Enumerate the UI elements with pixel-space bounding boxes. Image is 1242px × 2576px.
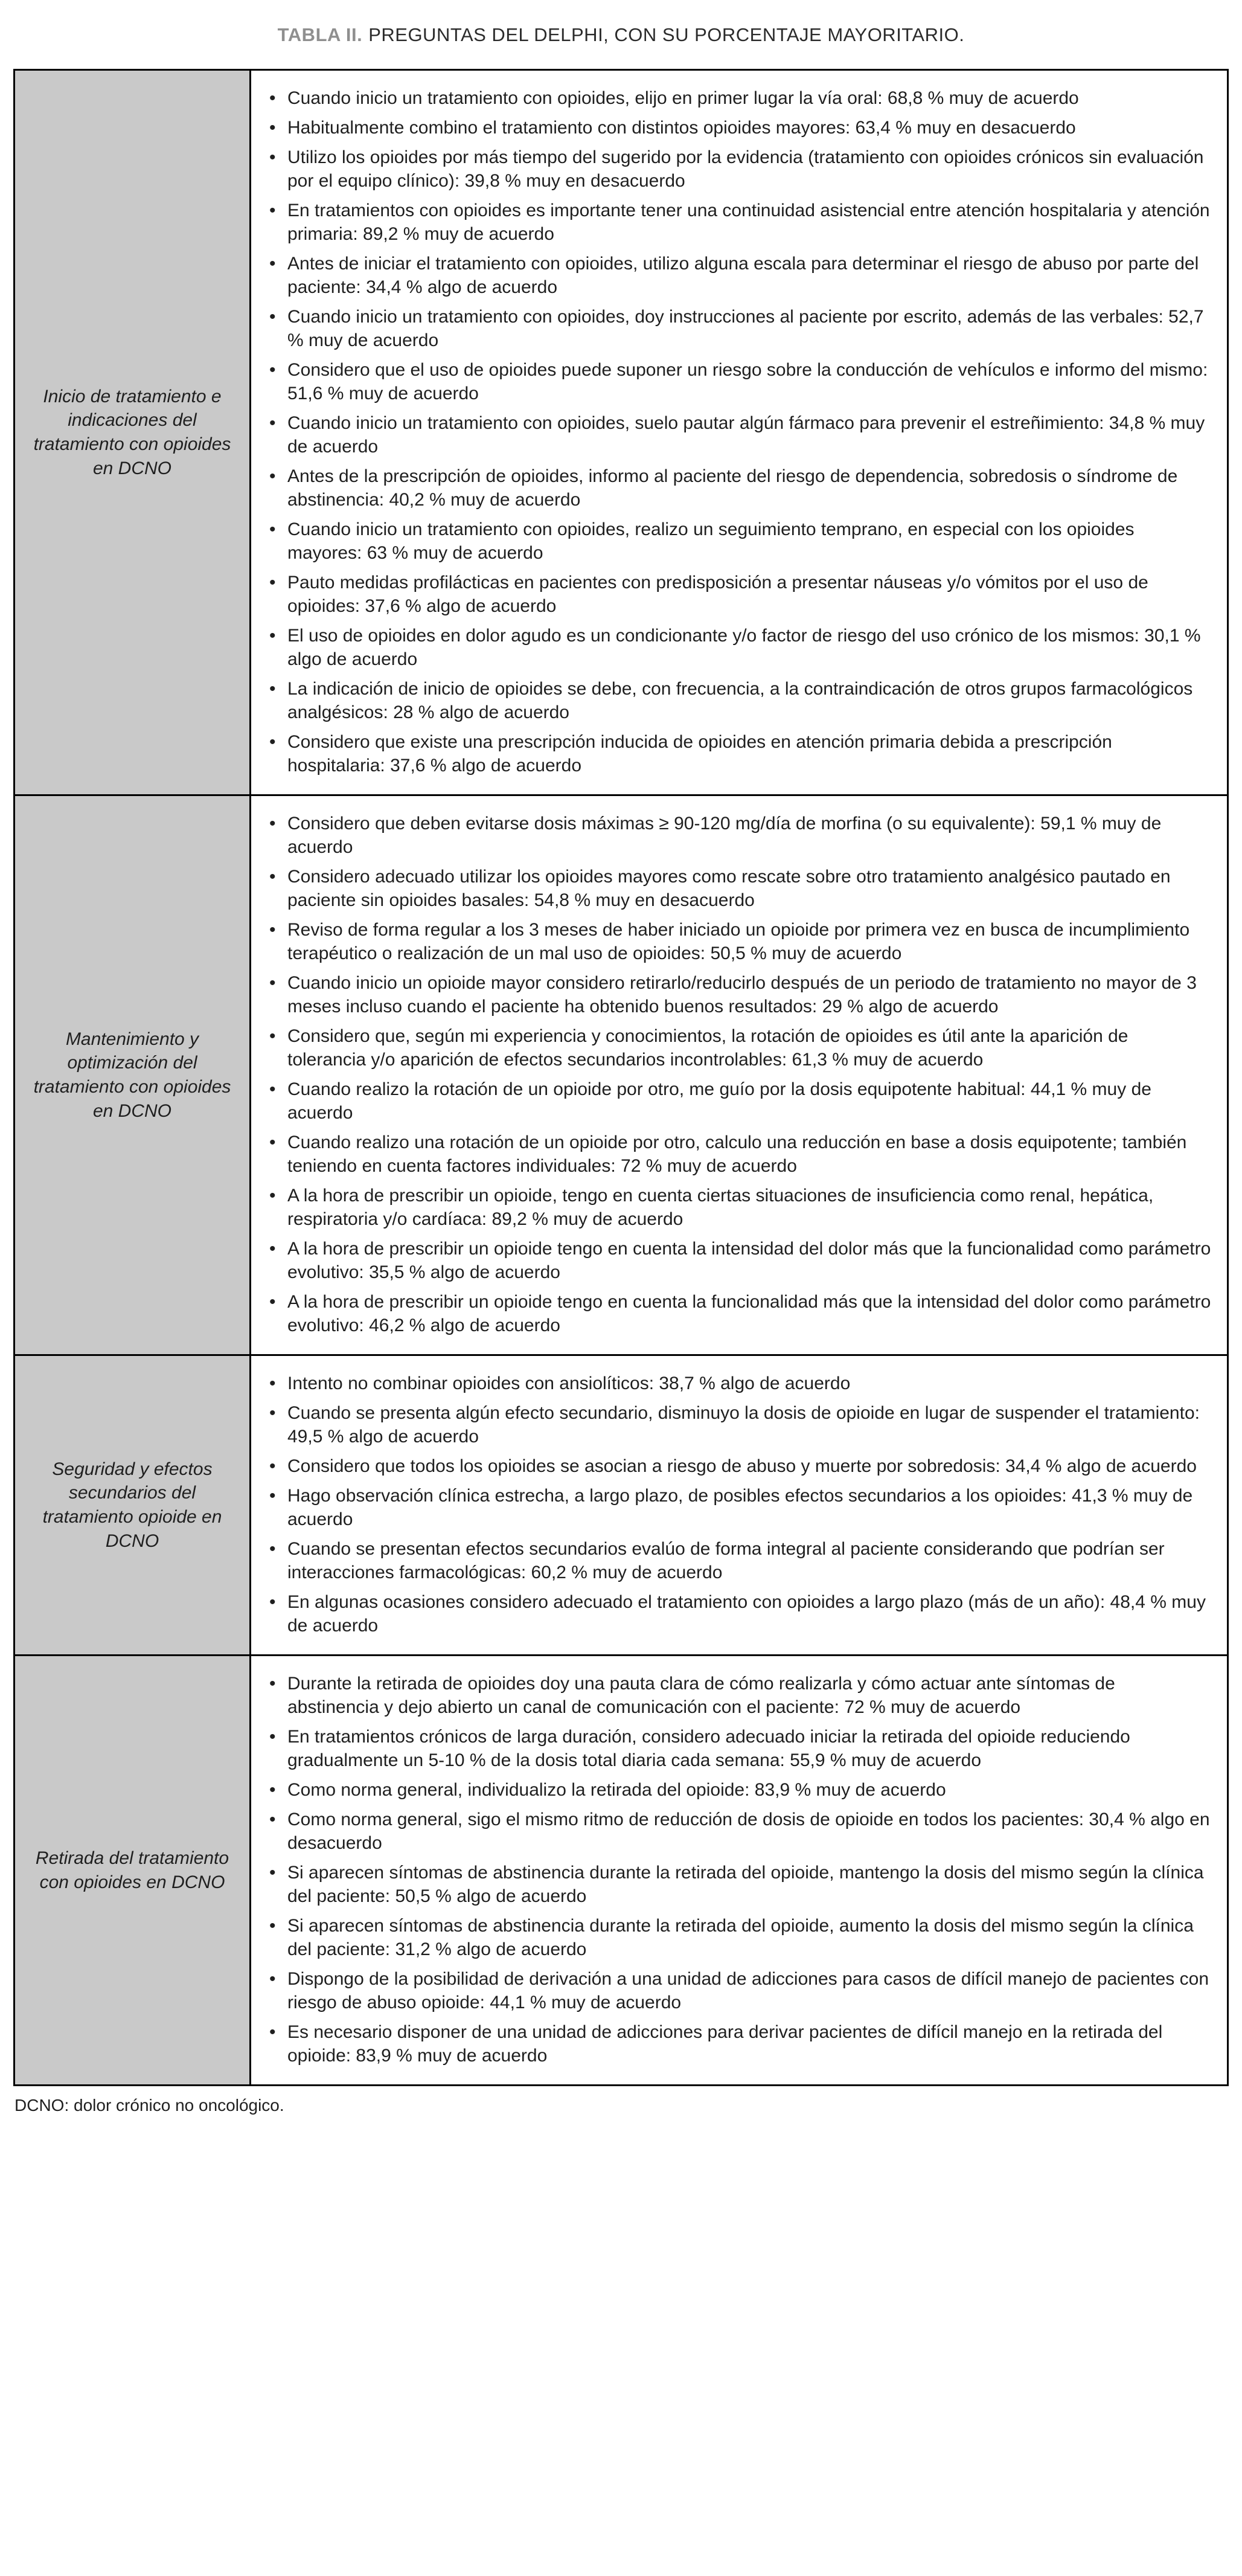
category-label: Inicio de tratamiento e indicaciones del tratamiento con opioides en DCNO (33, 386, 231, 478)
question-item: • Intento no combinar opioides con ansiolíticos: 38,7 % algo de acuerdo (262, 1372, 1211, 1395)
question-item: • Considero que, según mi experiencia y conocimientos, la rotación de opioides es útil ante la aparición de tolerancia y/o aparición de efectos secundarios incontrolables: 61,3 % muy de acuerdo (262, 1024, 1211, 1071)
question-item: • A la hora de prescribir un opioide tengo en cuenta la funcionalidad más que la intensidad del dolor como parámetro evolutivo: 46,2 % algo de acuerdo (262, 1290, 1211, 1337)
table-caption: PREGUNTAS DEL DELPHI, CON SU PORCENTAJE MAYORITARIO. (368, 24, 965, 45)
question-item: • Cuando inicio un opioide mayor considero retirarlo/reducirlo después de un periodo de tratamiento no mayor de 3 meses incluso cuando el paciente ha obtenido buenos resultados: 29 % algo de acuerdo (262, 971, 1211, 1018)
question-item: • Como norma general, individualizo la retirada del opioide: 83,9 % muy de acuerdo (262, 1778, 1211, 1802)
category-cell (14, 795, 251, 1355)
question-item: • Hago observación clínica estrecha, a largo plazo, de posibles efectos secundarios a los opioides: 41,3 % muy de acuerdo (262, 1484, 1211, 1531)
question-item: • Reviso de forma regular a los 3 meses de haber iniciado un opioide por primera vez en busca de incumplimiento terapéutico o realización de un mal uso de opioides: 50,5 % muy de acuerdo (262, 918, 1211, 965)
question-item: • Considero que existe una prescripción inducida de opioides en atención primaria debida a prescripción hospitalaria: 37,6 % algo de acuerdo (262, 730, 1211, 777)
table-row (14, 1355, 1228, 1656)
delphi-table-body (14, 70, 1228, 2086)
question-item: • En algunas ocasiones considero adecuado el tratamiento con opioides a largo plazo (más de un año): 48,4 % muy de acuerdo (262, 1590, 1211, 1637)
question-list (262, 1672, 1211, 2067)
question-item: • A la hora de prescribir un opioide tengo en cuenta la intensidad del dolor más que la funcionalidad como parámetro evolutivo: 35,5 % algo de acuerdo (262, 1237, 1211, 1284)
table-footnote: DCNO: dolor crónico no oncológico. (14, 2096, 284, 2115)
page-title (13, 24, 1229, 46)
question-item: • Utilizo los opioides por más tiempo del sugerido por la evidencia (tratamiento con opioides crónicos sin evaluación por el equipo clínico): 39,8 % muy en desacuerdo (262, 146, 1211, 193)
question-item: • Considero que deben evitarse dosis máximas ≥ 90-120 mg/día de morfina (o su equivalente): 59,1 % muy de acuerdo (262, 812, 1211, 859)
category-label: Retirada del tratamiento con opioides en DCNO (35, 1848, 229, 1892)
question-item: • Cuando inicio un tratamiento con opioides, elijo en primer lugar la vía oral: 68,8 % muy de acuerdo (262, 86, 1211, 110)
question-item: • Pauto medidas profilácticas en pacientes con predisposición a presentar náuseas y/o vómitos por el uso de opioides: 37,6 % algo de acuerdo (262, 571, 1211, 618)
question-item: • Antes de iniciar el tratamiento con opioides, utilizo alguna escala para determinar el riesgo de abuso por parte del paciente: 34,4 % algo de acuerdo (262, 252, 1211, 299)
question-item: • Cuando se presenta algún efecto secundario, disminuyo la dosis de opioide en lugar de suspender el tratamiento: 49,5 % algo de acuerdo (262, 1401, 1211, 1448)
question-item: • Considero adecuado utilizar los opioides mayores como rescate sobre otro tratamiento analgésico pautado en paciente sin opioides basales: 54,8 % muy en desacuerdo (262, 865, 1211, 912)
delphi-table (13, 69, 1229, 2086)
question-item: • Cuando inicio un tratamiento con opioides, suelo pautar algún fármaco para prevenir el estreñimiento: 34,8 % muy de acuerdo (262, 411, 1211, 458)
category-cell (14, 1656, 251, 2086)
question-item: • Cuando realizo una rotación de un opioide por otro, calculo una reducción en base a dosis equipotente; también teniendo en cuenta factores individuales: 72 % muy de acuerdo (262, 1131, 1211, 1178)
question-item: • A la hora de prescribir un opioide, tengo en cuenta ciertas situaciones de insuficiencia como renal, hepática, respiratoria y/o cardíaca: 89,2 % muy de acuerdo (262, 1184, 1211, 1231)
question-list (262, 1372, 1211, 1637)
question-item: • Cuando realizo la rotación de un opioide por otro, me guío por la dosis equipotente habitual: 44,1 % muy de acuerdo (262, 1078, 1211, 1125)
question-item: • Dispongo de la posibilidad de derivación a una unidad de adicciones para casos de difícil manejo de pacientes con riesgo de abuso opioide: 44,1 % muy de acuerdo (262, 1967, 1211, 2014)
items-cell (251, 70, 1228, 795)
category-cell (14, 70, 251, 795)
question-item: • Si aparecen síntomas de abstinencia durante la retirada del opioide, aumento la dosis del mismo según la clínica del paciente: 31,2 % algo de acuerdo (262, 1914, 1211, 1961)
question-item: • Considero que todos los opioides se asocian a riesgo de abuso y muerte por sobredosis: 34,4 % algo de acuerdo (262, 1454, 1211, 1478)
question-item: • La indicación de inicio de opioides se debe, con frecuencia, a la contraindicación de otros grupos farmacológicos analgésicos: 28 % algo de acuerdo (262, 677, 1211, 724)
question-item: • En tratamientos crónicos de larga duración, considero adecuado iniciar la retirada del opioide reduciendo gradualmente un 5-10 % de la dosis total diaria cada semana: 55,9 % muy de acuerdo (262, 1725, 1211, 1772)
category-cell (14, 1355, 251, 1656)
question-item: • Antes de la prescripción de opioides, informo al paciente del riesgo de dependencia, sobredosis o síndrome de abstinencia: 40,2 % muy de acuerdo (262, 464, 1211, 512)
question-item: • El uso de opioides en dolor agudo es un condicionante y/o factor de riesgo del uso crónico de los mismos: 30,1 % algo de acuerdo (262, 624, 1211, 671)
items-cell (251, 1355, 1228, 1656)
question-list (262, 812, 1211, 1337)
items-cell (251, 1656, 1228, 2086)
question-item: • Si aparecen síntomas de abstinencia durante la retirada del opioide, mantengo la dosis del mismo según la clínica del paciente: 50,5 % algo de acuerdo (262, 1861, 1211, 1908)
question-item: • Como norma general, sigo el mismo ritmo de reducción de dosis de opioide en todos los pacientes: 30,4 % algo en desacuerdo (262, 1808, 1211, 1855)
question-item: • Cuando inicio un tratamiento con opioides, doy instrucciones al paciente por escrito, además de las verbales: 52,7 % muy de acuerdo (262, 305, 1211, 352)
question-item: • Durante la retirada de opioides doy una pauta clara de cómo realizarla y cómo actuar ante síntomas de abstinencia y dejo abierto un canal de comunicación con el paciente: 72 % muy de acuerdo (262, 1672, 1211, 1719)
items-cell (251, 795, 1228, 1355)
question-item: • Considero que el uso de opioides puede suponer un riesgo sobre la conducción de vehículos e informo del mismo: 51,6 % muy de acuerdo (262, 358, 1211, 405)
question-item: • Es necesario disponer de una unidad de adicciones para derivar pacientes de difícil manejo en la retirada del opioide: 83,9 % muy de acuerdo (262, 2020, 1211, 2067)
category-label: Seguridad y efectos secundarios del tratamiento opioide en DCNO (42, 1459, 222, 1551)
table-row (14, 795, 1228, 1355)
question-item: • Habitualmente combino el tratamiento con distintos opioides mayores: 63,4 % muy en desacuerdo (262, 116, 1211, 140)
table-number-label: TABLA II. (277, 24, 363, 45)
category-label: Mantenimiento y optimización del tratamiento con opioides en DCNO (33, 1029, 231, 1121)
question-item: • En tratamientos con opioides es importante tener una continuidad asistencial entre atención hospitalaria y atención primaria: 89,2 % muy de acuerdo (262, 199, 1211, 246)
question-list (262, 86, 1211, 777)
table-row (14, 1656, 1228, 2086)
table-row (14, 70, 1228, 795)
question-item: • Cuando inicio un tratamiento con opioides, realizo un seguimiento temprano, en especial con los opioides mayores: 63 % muy de acuerdo (262, 518, 1211, 565)
question-item: • Cuando se presentan efectos secundarios evalúo de forma integral al paciente considerando que podrían ser interacciones farmacológicas: 60,2 % muy de acuerdo (262, 1537, 1211, 1584)
